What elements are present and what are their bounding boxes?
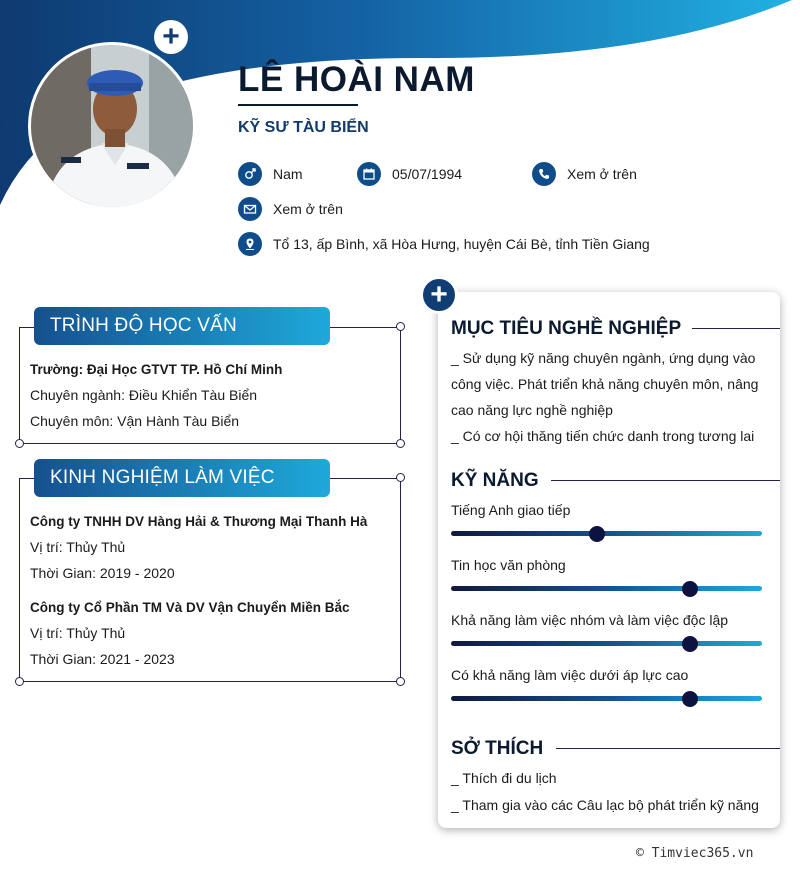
title-rule — [692, 328, 780, 329]
skill-name: Có khả năng làm việc dưới áp lực cao — [451, 667, 689, 683]
job-time: Thời Gian: 2021 - 2023 — [30, 651, 175, 667]
corner-dot — [15, 439, 24, 448]
job-time: Thời Gian: 2019 - 2020 — [30, 565, 175, 581]
hobbies-title: SỞ THÍCH — [451, 738, 544, 759]
gender-icon — [238, 162, 262, 186]
objective-line: _ Sử dụng kỹ năng chuyên ngành, ứng dụng vào — [451, 350, 756, 366]
corner-dot — [396, 322, 405, 331]
corner-dot — [15, 677, 24, 686]
job-company: Công ty Cổ Phần TM Và DV Vận Chuyển Miền Bắc — [30, 600, 350, 615]
skill-bar — [451, 696, 762, 701]
plus-icon: + — [420, 276, 458, 314]
corner-dot — [396, 439, 405, 448]
skill-knob — [589, 526, 605, 542]
skill-name: Khả năng làm việc nhóm và làm việc độc lập — [451, 612, 729, 628]
skill-bar — [451, 531, 762, 536]
plus-icon: + — [154, 20, 188, 54]
job-position: Vị trí: Thủy Thủ — [30, 539, 126, 555]
objective-title: MỤC TIÊU NGHỀ NGHIỆP — [451, 318, 682, 339]
location-icon — [238, 232, 262, 256]
skill-bar — [451, 586, 762, 591]
address-text: Tổ 13, ấp Bình, xã Hòa Hưng, huyện Cái Bè, tỉnh Tiền Giang — [273, 236, 650, 252]
education-school: Trường: Đại Học GTVT TP. Hồ Chí Minh — [30, 362, 283, 377]
calendar-icon — [357, 162, 381, 186]
corner-dot — [396, 677, 405, 686]
objective-line: công việc. Phát triển khả năng chuyên môn, nâng — [451, 376, 759, 392]
skill-knob — [682, 691, 698, 707]
education-title: TRÌNH ĐỘ HỌC VẤN — [34, 307, 330, 345]
name-underline — [238, 104, 358, 106]
job-company: Công ty TNHH DV Hàng Hải & Thương Mại Thanh Hà — [30, 514, 368, 529]
gender-info — [238, 162, 303, 186]
avatar — [28, 42, 196, 210]
phone-info — [532, 162, 637, 186]
skill-knob — [682, 581, 698, 597]
phone-text: Xem ở trên — [567, 166, 637, 182]
copyright-footer: © Timviec365.vn — [636, 846, 754, 861]
skill-name: Tin học văn phòng — [451, 557, 566, 573]
email-text: Xem ở trên — [273, 201, 343, 217]
hobby-item: _ Thích đi du lịch — [451, 770, 557, 786]
gender-text: Nam — [273, 166, 303, 182]
address-info — [238, 232, 650, 256]
email-icon — [238, 197, 262, 221]
job-title: KỸ SƯ TÀU BIỂN — [238, 119, 369, 136]
objective-line: _ Có cơ hội thăng tiến chức danh trong tương lai — [451, 428, 755, 444]
education-major: Chuyên ngành: Điều Khiển Tàu Biển — [30, 387, 258, 403]
corner-dot — [396, 473, 405, 482]
birthday-text: 05/07/1994 — [392, 166, 463, 182]
objective-line: cao năng lực nghề nghiệp — [451, 402, 613, 418]
skill-name: Tiếng Anh giao tiếp — [451, 502, 571, 518]
job-position: Vị trí: Thủy Thủ — [30, 625, 126, 641]
email-info — [238, 197, 343, 221]
education-specialty: Chuyên môn: Vận Hành Tàu Biển — [30, 413, 240, 429]
skills-title: KỸ NĂNG — [451, 470, 539, 491]
experience-title: KINH NGHIỆM LÀM VIỆC — [34, 459, 330, 497]
skill-knob — [682, 636, 698, 652]
birthday-info — [357, 162, 462, 186]
title-rule — [556, 748, 780, 749]
phone-icon — [532, 162, 556, 186]
title-rule — [551, 480, 780, 481]
skill-bar — [451, 641, 762, 646]
candidate-name: LÊ HOÀI NAM — [238, 60, 475, 99]
hobby-item: _ Tham gia vào các Câu lạc bộ phát triển kỹ năng — [451, 797, 759, 813]
